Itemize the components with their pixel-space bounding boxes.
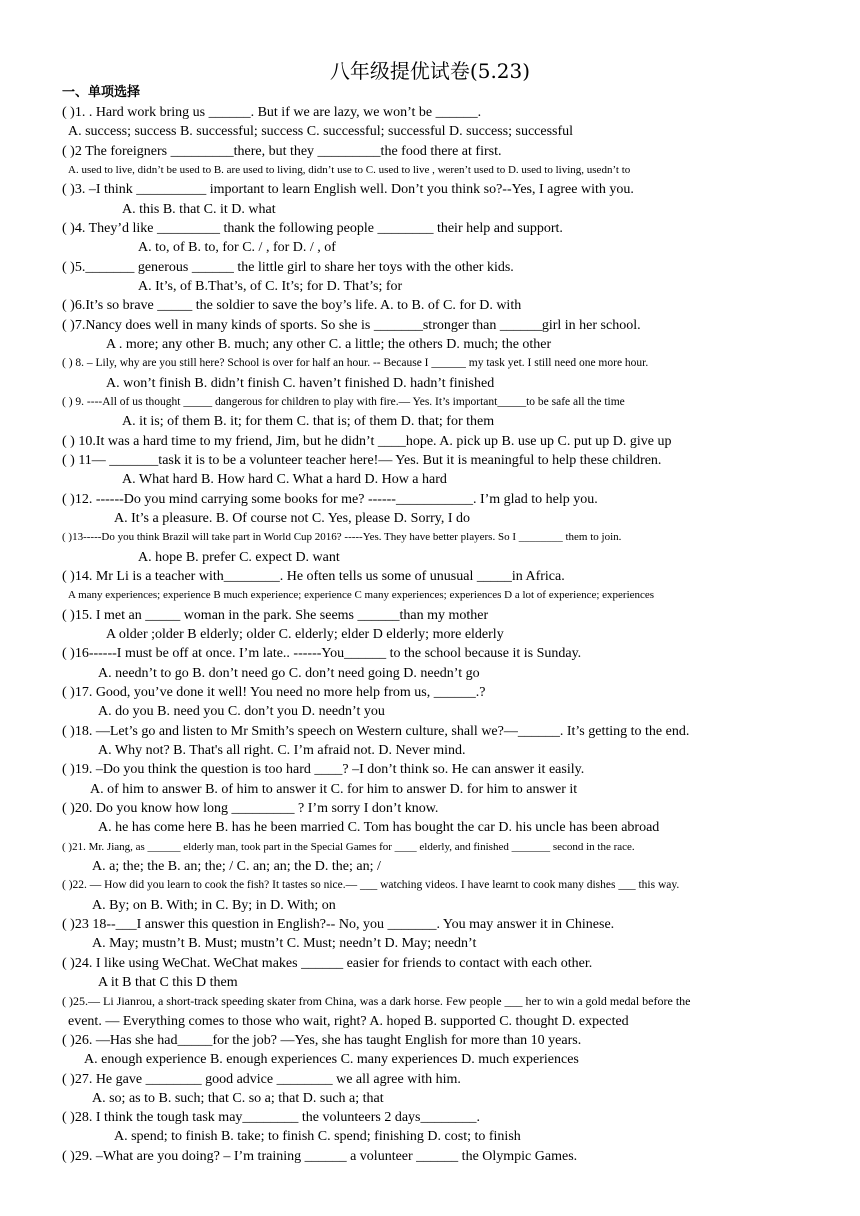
question-line: A older ;older B elderly; older C. elderly; elder D elderly; more elderly [106,626,504,642]
question-line: ( )28. I think the tough task may________ the volunteers 2 days________. [62,1110,480,1126]
question-line: ( )13-----Do you think Brazil will take part in World Cup 2016? -----Yes. They have better players. So I ________ them to join. [62,531,622,544]
question-line: ( ) 10.It was a hard time to my friend, Jim, but he didn’t ____hope. A. pick up B. use up C. put up D. give up [62,433,672,449]
question-line: ( )2 The foreigners _________there, but they _________the food there at first. [62,143,502,159]
question-line: A. Why not? B. That's all right. C. I’m afraid not. D. Never mind. [98,742,466,758]
question-line: A. It’s a pleasure. B. Of course not C. Yes, please D. Sorry, I do [114,510,471,526]
question-line: A. it is; of them B. it; for them C. that is; of them D. that; for them [122,414,495,430]
question-line: A. hope B. prefer C. expect D. want [138,549,340,565]
question-line: A. of him to answer B. of him to answer it C. for him to answer D. for him to answer it [90,781,578,797]
question-line: A. so; as to B. such; that C. so a; that D. such a; that [92,1090,384,1106]
question-line: ( )17. Good, you’ve done it well! You need no more help from us, ______.? [62,684,486,700]
question-line: A. May; mustn’t B. Must; mustn’t C. Must; needn’t D. May; needn’t [92,936,477,952]
question-line: A. spend; to finish B. take; to finish C. spend; finishing D. cost; to finish [114,1129,521,1145]
question-line: ( )4. They’d like _________ thank the following people ________ their help and support. [62,220,563,236]
question-line: ( )15. I met an _____ woman in the park. She seems ______than my mother [62,607,489,623]
question-line: ( )21. Mr. Jiang, as ______ elderly man, took part in the Special Games for ____ elderly, and finished _______ second in the race. [62,840,635,853]
question-line: A. What hard B. How hard C. What a hard D. How a hard [122,472,447,488]
question-line: A. to, of B. to, for C. / , for D. / , of [138,240,336,256]
question-line: A. success; success B. successful; success C. successful; successful D. success; successful [68,124,574,140]
question-line: A. enough experience B. enough experiences C. many experiences D. much experiences [84,1052,579,1068]
question-line: ( )12. ------Do you mind carrying some books for me? ------___________. I’m glad to help you. [62,491,598,507]
question-line: ( ) 8. – Lily, why are you still here? School is over for half an hour. -- Because I ______ my task yet. I still need one more hour. [62,357,649,370]
question-line: ( )27. He gave ________ good advice ________ we all agree with him. [62,1071,461,1087]
question-line: ( )29. –What are you doing? – I’m training ______ a volunteer ______ the Olympic Games. [62,1148,578,1164]
question-line: ( )1. . Hard work bring us ______. But if we are lazy, we won’t be ______. [62,105,482,120]
question-line: ( )14. Mr Li is a teacher with________. He often tells us some of unusual _____in Africa. [62,568,565,584]
question-line: ( )25.— Li Jianrou, a short-track speeding skater from China, was a dark horse. Few people ___ her to win a gold medal before the [62,994,691,1009]
question-line: A. he has come here B. has he been married C. Tom has bought the car D. his uncle has been abroad [98,820,660,836]
question-line: ( )20. Do you know how long _________ ? I’m sorry I don’t know. [62,800,439,816]
question-line: ( )7.Nancy does well in many kinds of sports. So she is _______stronger than ______girl in her school. [62,317,641,333]
question-line: A . more; any other B. much; any other C. a little; the others D. much; the other [106,336,552,352]
question-line: A. used to live, didn’t be used to B. are used to living, didn’t use to C. used to live , weren’t used to D. used to living, usedn’t to [68,163,631,176]
question-line: ( )16------I must be off at once. I’m late.. ------You______ to the school because it is Sunday. [62,646,582,662]
question-line: ( )23 18--___I answer this question in English?-- No, you _______. You may answer it in Chinese. [62,916,615,932]
question-line: A. won’t finish B. didn’t finish C. haven’t finished D. hadn’t finished [106,375,495,391]
question-line: A. this B. that C. it D. what [122,201,276,217]
question-line: A. a; the; the B. an; the; / C. an; an; the D. the; an; / [92,858,381,874]
question-line: ( )18. —Let’s go and listen to Mr Smith’s speech on Western culture, shall we?—______. It’s getting to the end. [62,723,690,739]
section-heading: 一、单项选择 [62,85,141,100]
question-line: A. It’s, of B.That’s, of C. It’s; for D. That’s; for [138,278,403,294]
question-line: ( )26. —Has she had_____for the job? —Yes, she has taught English for more than 10 years. [62,1032,582,1048]
question-line: event. — Everything comes to those who wait, right? A. hoped B. supported C. thought D. expected [68,1013,629,1029]
question-line: ( )22. — How did you learn to cook the fish? It tastes so nice.— ___ watching videos. I have learnt to cook many dishes ___ this way. [62,879,680,892]
question-line: ( )24. I like using WeChat. WeChat makes ______ easier for friends to contact with each other. [62,955,593,971]
question-line: A. By; on B. With; in C. By; in D. With; on [92,897,336,913]
question-line: ( )6.It’s so brave _____ the soldier to save the boy’s life. A. to B. of C. for D. with [62,298,522,314]
question-line: ( ) 9. ----All of us thought _____ dangerous for children to play with fire.— Yes. It’s important_____to be safe all the time [62,395,625,408]
question-line: ( )19. –Do you think the question is too hard ____? –I don’t think so. He can answer it easily. [62,762,585,778]
question-line: A. do you B. need you C. don’t you D. needn’t you [98,704,385,720]
question-line: ( )3. –I think __________ important to learn English well. Don’t you think so?--Yes, I agree with you. [62,182,634,198]
question-line: A. needn’t to go B. don’t need go C. don’t need going D. needn’t go [98,665,480,681]
question-line: A it B that C this D them [98,974,238,990]
question-line: ( ) 11— _______task it is to be a volunteer teacher here!— Yes. But it is meaningful to help these children. [62,452,662,468]
question-line: A many experiences; experience B much experience; experience C many experiences; experiences D a lot of experience; experiences [68,589,655,602]
question-line: ( )5._______ generous ______ the little girl to share her toys with the other kids. [62,259,514,275]
page-title: 八年级提优试卷(5.23) [329,59,531,83]
